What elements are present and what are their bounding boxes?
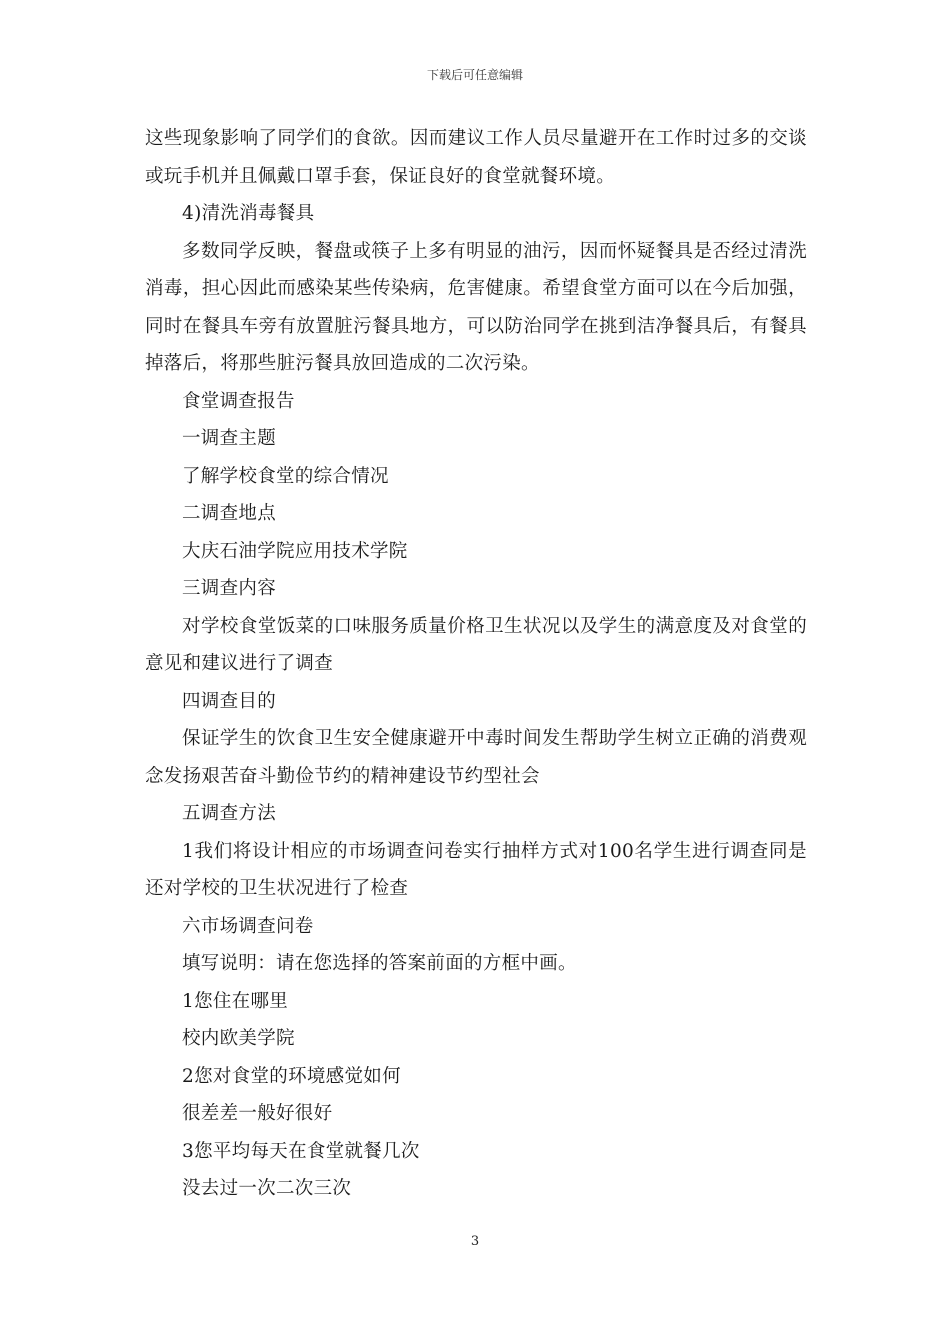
question-item: 2您对食堂的环境感觉如何	[182, 1065, 401, 1087]
question-item: 3您平均每天在食堂就餐几次	[182, 1140, 420, 1162]
paragraph: 保证学生的饮食卫生安全健康避开中毒时间发生帮助学生树立正确的消费观念发扬艰苦奋斗勤俭节约的精神建设节约型社会	[145, 728, 807, 787]
answer-options: 很差差一般好很好	[182, 1103, 333, 1124]
section-heading-content: 三调查内容	[182, 578, 277, 599]
paragraph: 多数同学反映，餐盘或筷子上多有明显的油污，因而怀疑餐具是否经过清洗消毒，担心因此而感染某些传染病，危害健康。希望食堂方面可以在今后加强，同时在餐具车旁有放置脏污餐具地方，可以防治同学在挑到洁净餐具后，有餐具掉落后，将那些脏污餐具放回造成的二次污染。	[145, 240, 807, 374]
paragraph: 了解学校食堂的综合情况	[182, 465, 389, 487]
document-body	[145, 120, 807, 1208]
section-heading-location: 二调查地点	[182, 503, 277, 524]
section-heading-topic: 一调查主题	[182, 428, 277, 449]
section-heading-questionnaire: 六市场调查问卷	[182, 915, 314, 937]
section-heading-purpose: 四调查目的	[182, 690, 277, 712]
paragraph: 1我们将设计相应的市场调查问卷实行抽样方式对100名学生进行调查同是还对学校的卫生状况进行了检查	[145, 840, 807, 899]
page-header: 下载后可任意编辑	[426, 68, 523, 82]
answer-options: 校内欧美学院	[182, 1028, 295, 1049]
paragraph: 对学校食堂饭菜的口味服务质量价格卫生状况以及学生的满意度及对食堂的意见和建议进行了调查	[145, 615, 807, 674]
section-heading-clean-tableware: 4)清洗消毒餐具	[182, 203, 315, 224]
section-heading-method: 五调查方法	[182, 803, 277, 824]
paragraph: 填写说明：请在您选择的答案前面的方框中画。	[182, 953, 577, 974]
report-title: 食堂调查报告	[182, 390, 295, 412]
answer-options: 没去过一次二次三次	[182, 1178, 352, 1199]
page-number: 3	[470, 1234, 480, 1249]
question-item: 1您住在哪里	[182, 990, 289, 1012]
paragraph: 大庆石油学院应用技术学院	[182, 540, 408, 562]
paragraph: 这些现象影响了同学们的食欲。因而建议工作人员尽量避开在工作时过多的交谈或玩手机并且佩戴口罩手套，保证良好的食堂就餐环境。	[145, 128, 807, 187]
